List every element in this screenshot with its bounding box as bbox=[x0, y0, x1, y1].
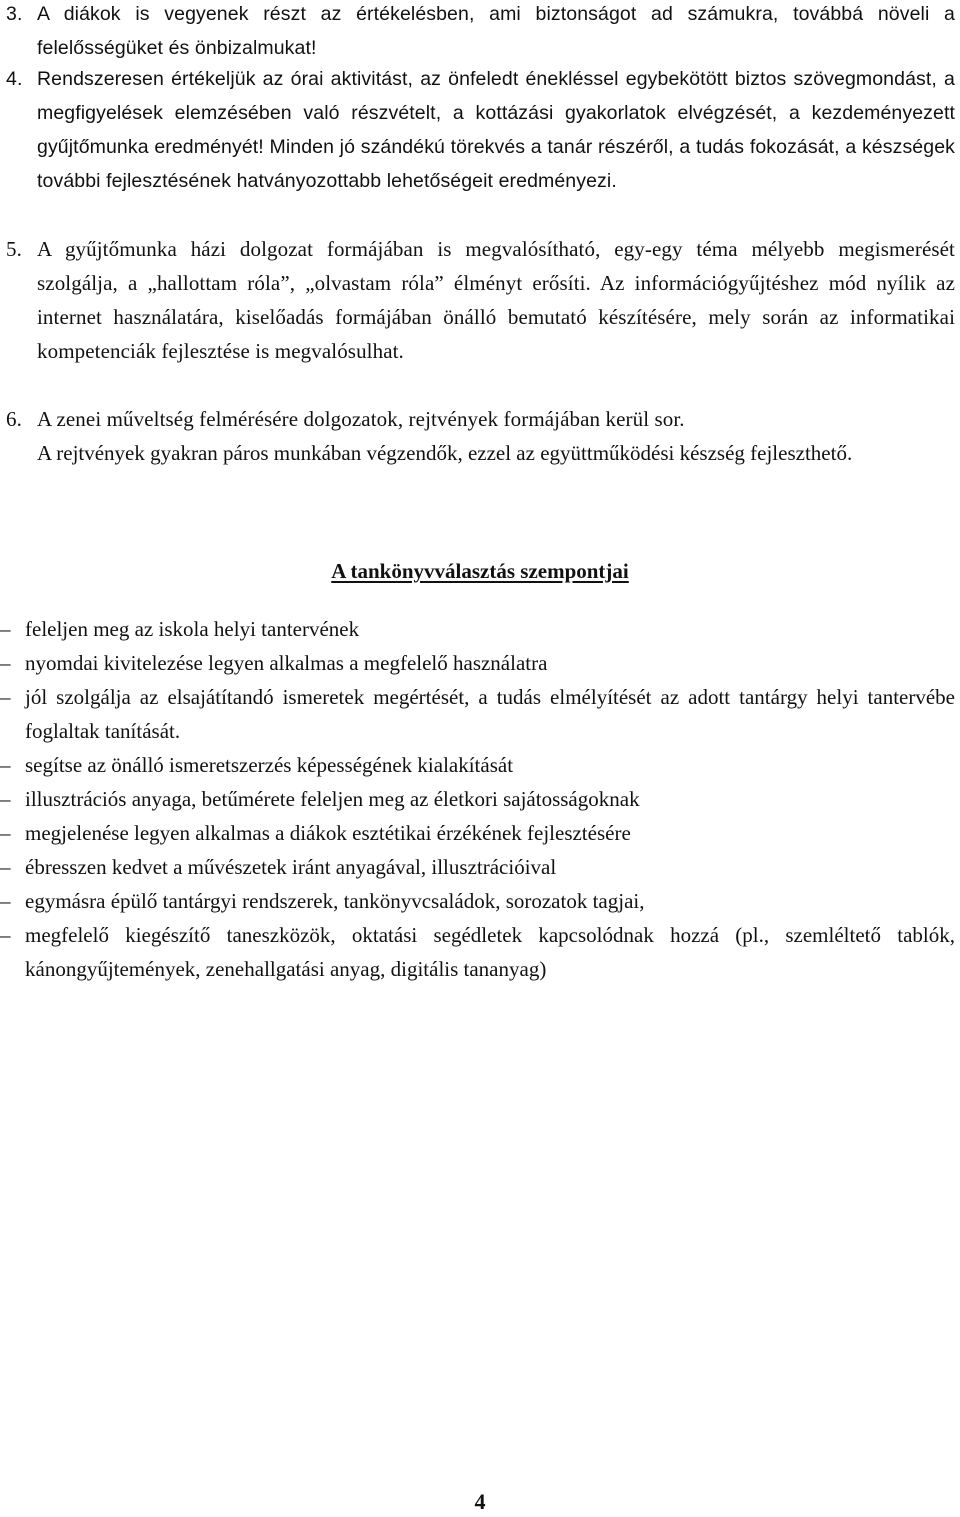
criteria-list bbox=[0, 612, 955, 986]
item-text: A gyűjtőmunka házi dolgozat formájában is megvalósítható, egy-egy téma mélyebb megismerését szolgálja, a „hallottam róla”, „olvastam róla” élményt erősíti. Az információgyűjtéshez mód nyílik az internet használatára, kiselőadás formájában önálló bemutató készítésére, mely során az informatikai kompetenciák fejlesztése is megvalósulhat. bbox=[37, 237, 955, 363]
dash-bullet: – bbox=[0, 685, 11, 709]
criteria-item bbox=[0, 918, 955, 986]
dash-bullet: – bbox=[0, 821, 11, 845]
criteria-text: feleljen meg az iskola helyi tantervének bbox=[25, 617, 360, 641]
item-6-continuation: A rejtvények gyakran páros munkában végzendők, ezzel az együttműködési készség fejleszthető. bbox=[37, 441, 853, 465]
criteria-item bbox=[0, 612, 955, 646]
criteria-text: megjelenése legyen alkalmas a diákok esztétikai érzékének fejlesztésére bbox=[25, 821, 631, 845]
criteria-text: illusztrációs anyaga, betűmérete feleljen meg az életkori sajátosságoknak bbox=[25, 787, 640, 811]
criteria-item bbox=[0, 646, 955, 680]
dash-bullet: – bbox=[0, 923, 11, 947]
page-number: 4 bbox=[474, 1489, 486, 1514]
section-title bbox=[0, 554, 960, 588]
criteria-text: egymásra épülő tantárgyi rendszerek, tankönyvcsaládok, sorozatok tagjai, bbox=[25, 889, 645, 913]
dash-bullet: – bbox=[0, 889, 11, 913]
numbered-item-4 bbox=[6, 62, 955, 198]
item-number: 6. bbox=[6, 407, 22, 431]
item-text: A diákok is vegyenek részt az értékelésben, ami biztonságot ad számukra, továbbá növeli a felelősségüket és önbizalmukat! bbox=[37, 3, 955, 59]
item-text: Rendszeresen értékeljük az órai aktivitást, az önfeledt énekléssel egybekötött biztos szövegmondást, a megfigyelések elemzésében való részvételt, a kottázási gyakorlatok elvégzését, a kezdeményezett gyűjtőmunka eredményét! Minden jó szándékú törekvés a tanár részéről, a tudás fokozását, a készségek további fejlesztésének hatványozottabb lehetőségeit eredményezi. bbox=[37, 68, 955, 192]
criteria-item bbox=[0, 850, 955, 884]
criteria-text: jól szolgálja az elsajátítandó ismeretek megértését, a tudás elmélyítését az adott tantárgy helyi tantervébe foglaltak tanítását. bbox=[25, 685, 955, 743]
dash-bullet: – bbox=[0, 651, 11, 675]
dash-bullet: – bbox=[0, 787, 11, 811]
criteria-item bbox=[0, 884, 955, 918]
item-number: 4. bbox=[6, 68, 23, 90]
criteria-text: segítse az önálló ismeretszerzés képességének kialakítását bbox=[25, 753, 514, 777]
criteria-text: ébresszen kedvet a művészetek iránt anyagával, illusztrációival bbox=[25, 855, 557, 879]
criteria-item bbox=[0, 816, 955, 850]
section-title-text: A tankönyvválasztás szempontjai bbox=[331, 559, 629, 583]
numbered-item-6 bbox=[6, 402, 955, 436]
numbered-item-3 bbox=[6, 0, 955, 65]
dash-bullet: – bbox=[0, 753, 11, 777]
criteria-item bbox=[0, 748, 955, 782]
dash-bullet: – bbox=[0, 855, 11, 879]
criteria-item bbox=[0, 680, 955, 748]
item-number: 5. bbox=[6, 237, 22, 261]
item-number: 3. bbox=[6, 3, 23, 25]
dash-bullet: – bbox=[0, 617, 11, 641]
item-text: A zenei műveltség felmérésére dolgozatok, rejtvények formájában kerül sor. bbox=[37, 407, 685, 431]
criteria-text: megfelelő kiegészítő taneszközök, oktatási segédletek kapcsolódnak hozzá (pl., szemléltető tablók, kánongyűjtemények, zenehallgatási anyag, digitális tananyag) bbox=[25, 923, 955, 981]
criteria-text: nyomdai kivitelezése legyen alkalmas a megfelelő használatra bbox=[25, 651, 548, 675]
numbered-item-5 bbox=[6, 232, 955, 368]
criteria-item bbox=[0, 782, 955, 816]
